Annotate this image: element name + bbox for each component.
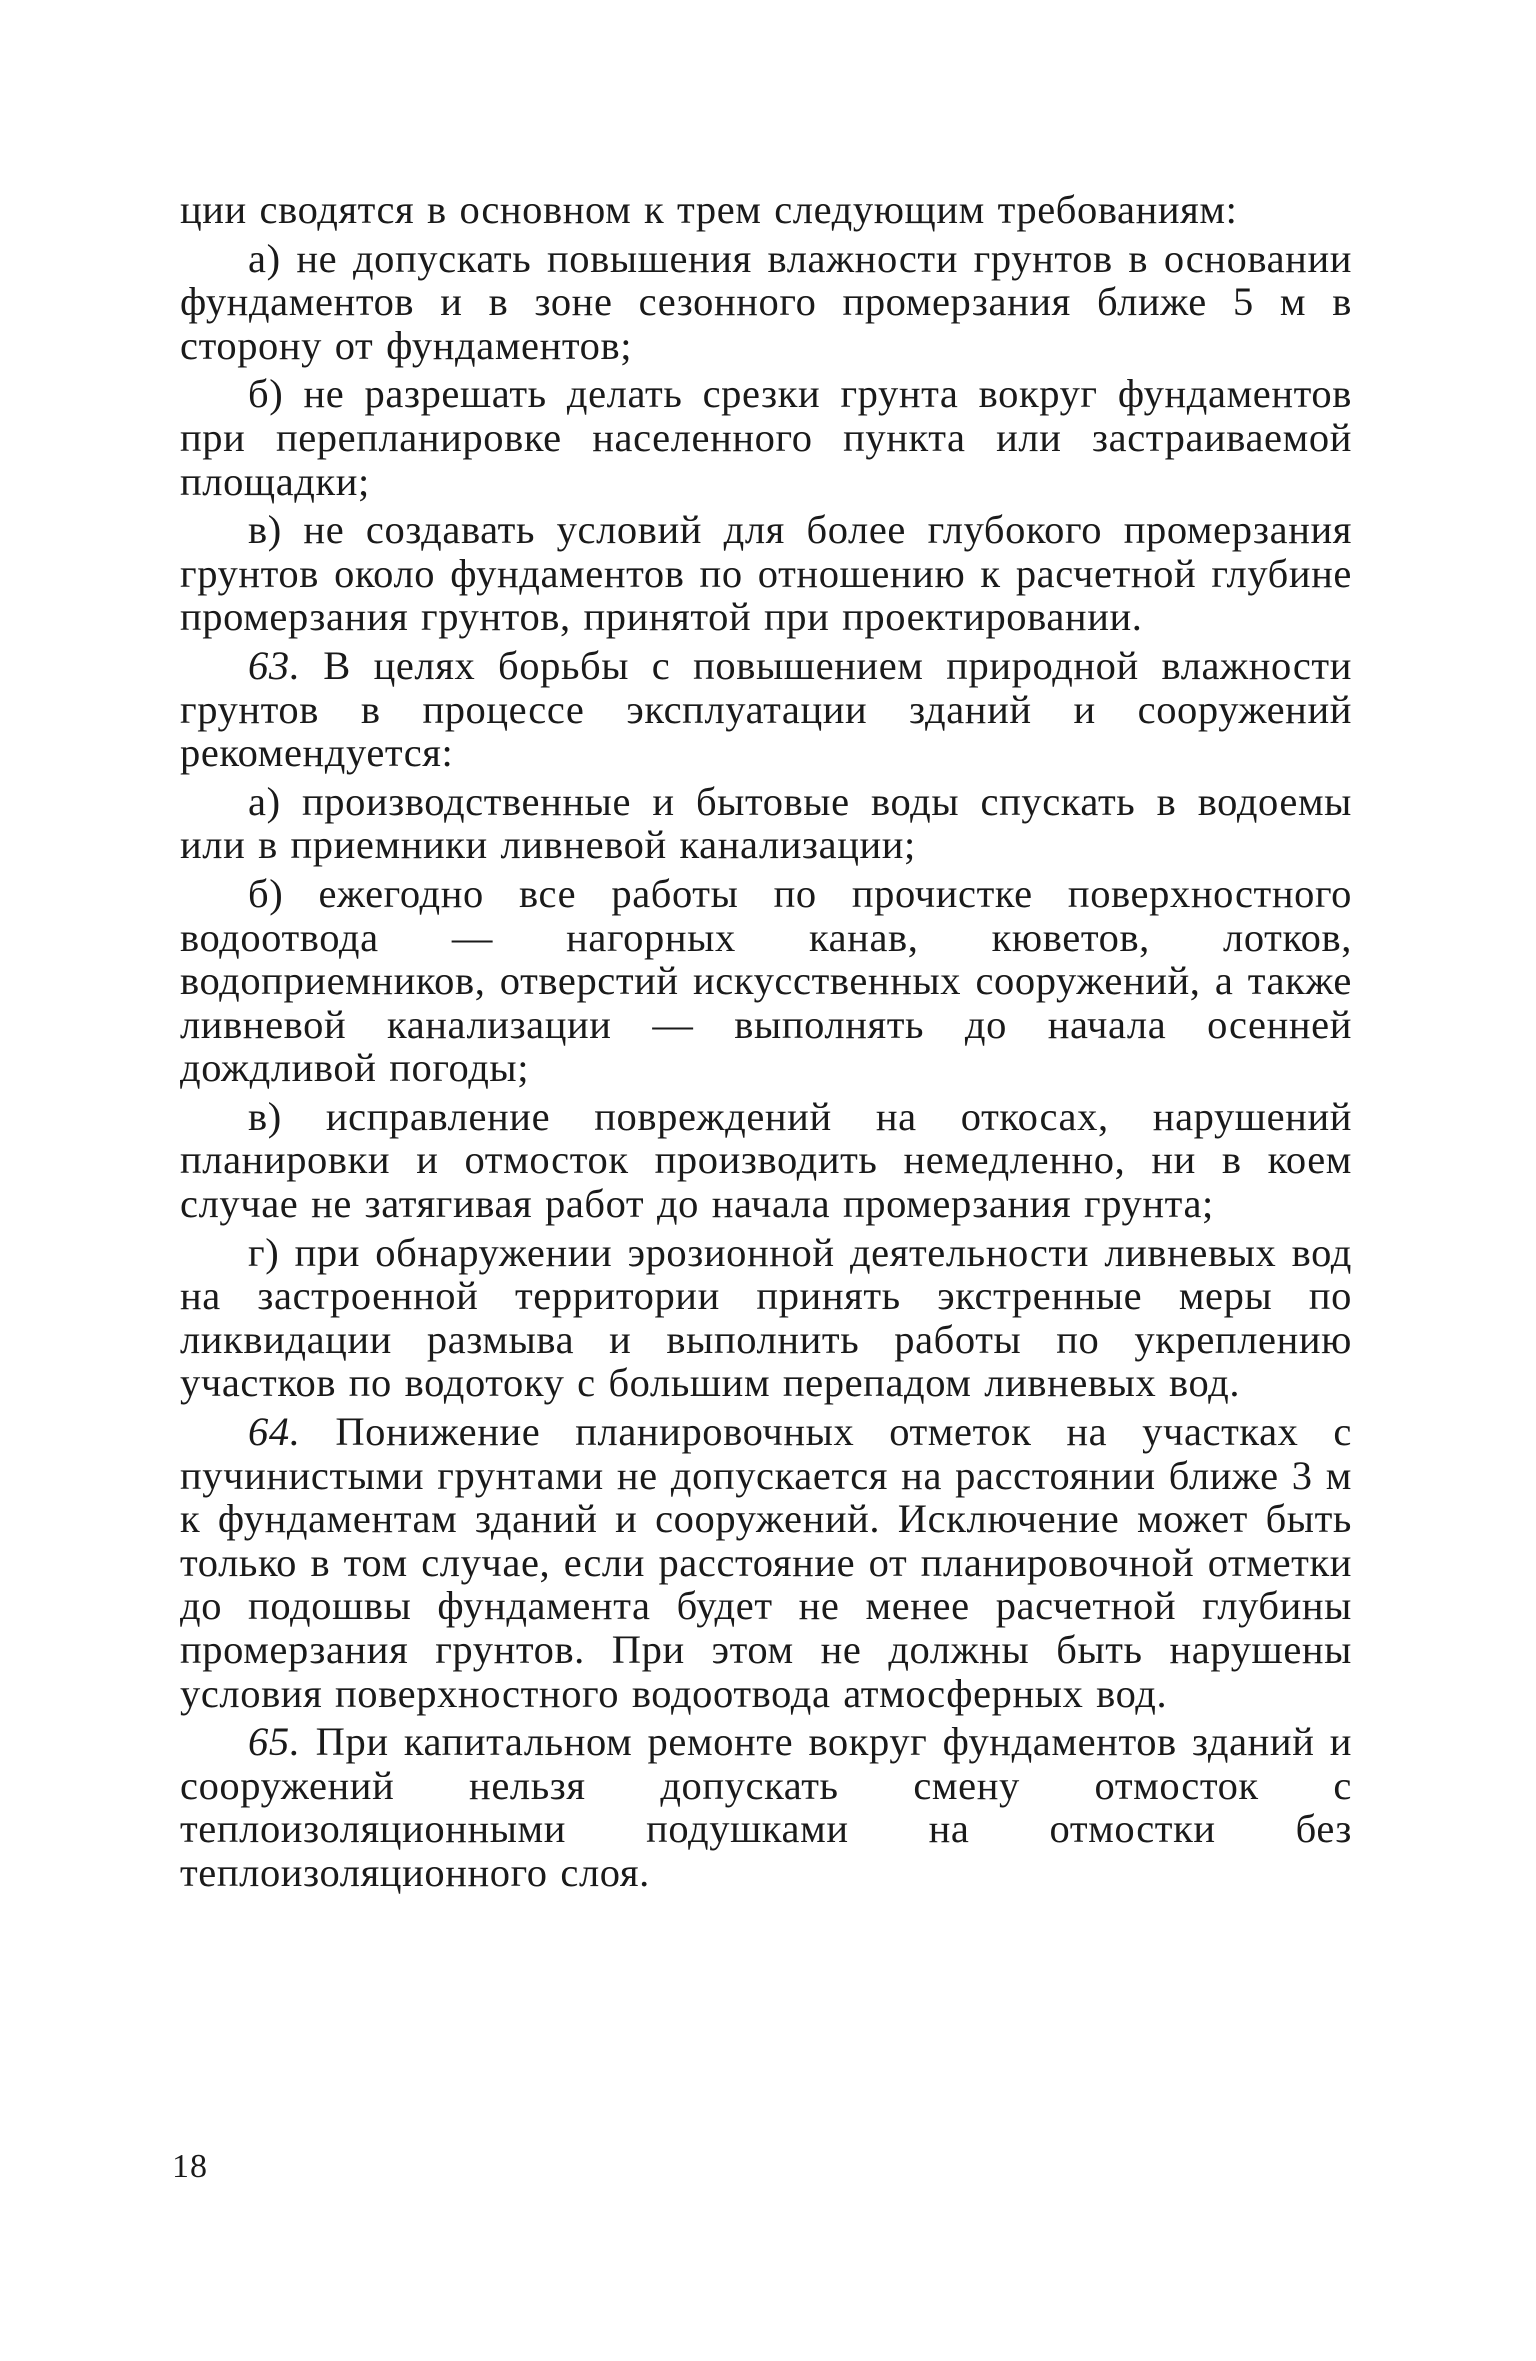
clause-number: 65. <box>248 1719 301 1765</box>
clause-number: 64. <box>248 1409 301 1455</box>
requirement-b: б) не разрешать делать срезки грунта вокруг фундаментов при перепланировке населенного пункта или застраиваемой площадки; <box>180 371 1352 504</box>
clause-63-item-b: б) ежегодно все работы по прочистке поверхностного водоотвода — нагорных канав, кюветов, лотков, водоприемников, отверстий искусственных сооружений, а также ливневой канализации — выполнять до начала осенней дождливой погоды; <box>180 870 1352 1091</box>
document-page <box>180 188 1352 1895</box>
requirement-a: а) не допускать повышения влажности грунтов в основании фундаментов и в зоне сезонного промерзания ближе 5 м в сторону от фундаментов; <box>180 235 1352 368</box>
clause-63-item-v: в) исправление повреждений на откосах, нарушений планировки и отмосток производить немедленно, ни в коем случае не затягивая работ до начала промерзания грунта; <box>180 1093 1352 1227</box>
clause-63-item-a: а) производственные и бытовые воды спускать в водоемы или в приемники ливневой канализации; <box>180 778 1352 868</box>
clause-63-item-g: г) при обнаружении эрозионной деятельности ливневых вод на застроенной территории принять экстренные меры по ликвидации размыва и выполнить работы по укреплению участков по водотоку с большим перепадом ливневых вод. <box>180 1229 1352 1406</box>
clause-65: 65. При капитальном ремонте вокруг фундаментов зданий и сооружений нельзя допускать смену отмосток с теплоизоляционными подушками на отмостки без теплоизоляционного слоя. <box>180 1719 1352 1895</box>
requirement-v: в) не создавать условий для более глубокого промерзания грунтов около фундаментов по отношению к расчетной глубине промерзания грунтов, принятой при проектировании. <box>180 507 1352 640</box>
paragraph-intro: ции сводятся в основном к трем следующим требованиям: <box>180 187 1238 232</box>
clause-64: 64. Понижение планировочных отметок на участках с пучинистыми грунтами не допускается на расстоянии ближе 3 м к фундаментам зданий и сооружений. Исключение может быть только в том случае, если расстояние от планировочной отметки до подошвы фундамента будет не менее расчетной глубины промерзания грунтов. При этом не должны быть нарушены условия поверхностного водоотвода атмосферных вод. <box>180 1409 1352 1716</box>
clause-63: 63. В целях борьбы с повышением природной влажности грунтов в процессе эксплуатации зданий и сооружений рекомендуется: <box>180 642 1352 776</box>
page-number: 18 <box>172 2148 208 2185</box>
clause-number: 63. <box>248 642 301 688</box>
